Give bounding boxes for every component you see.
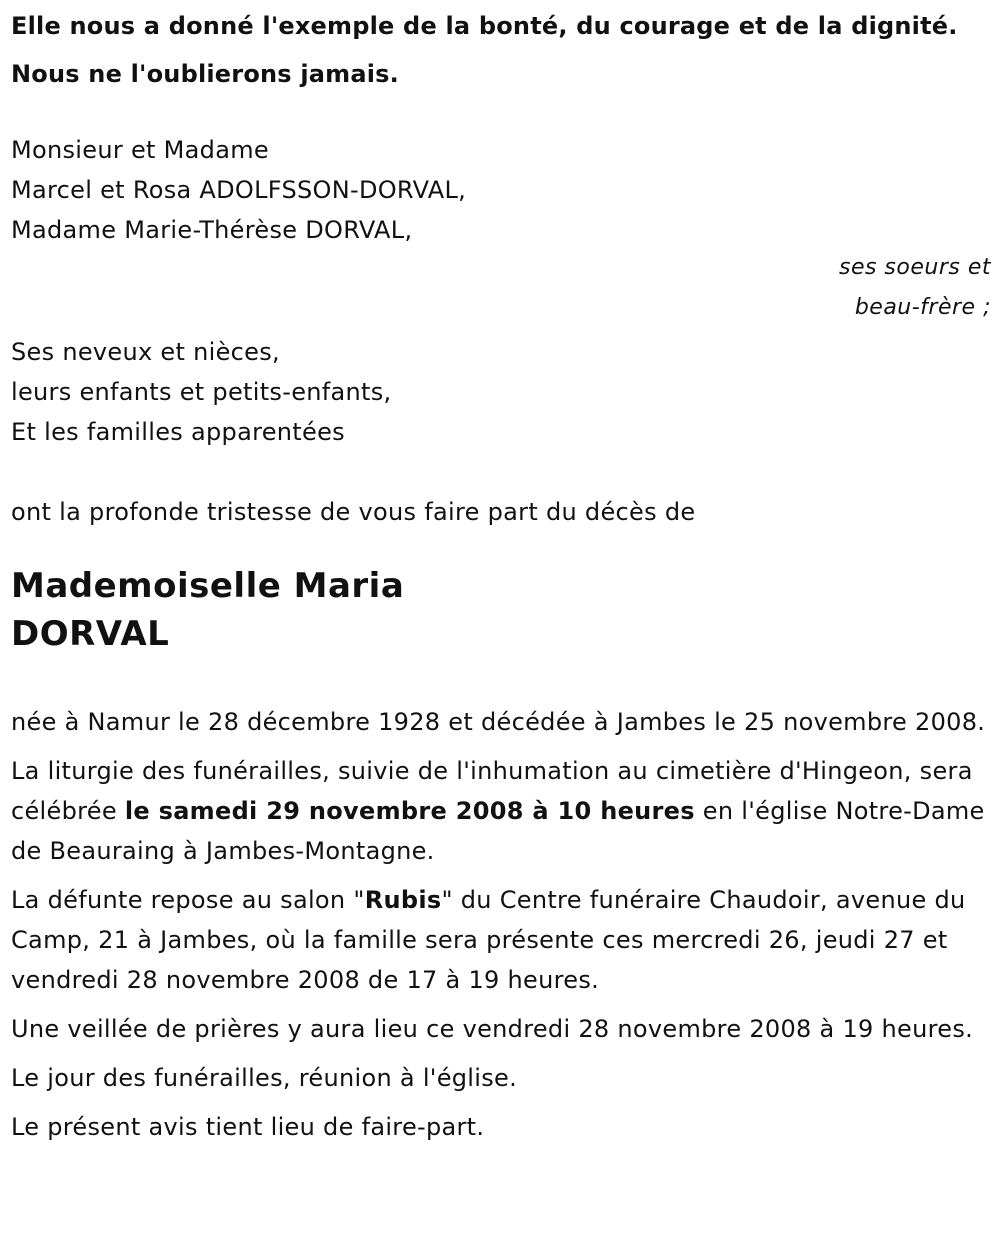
epigraph	[11, 2, 991, 98]
family-line-1: Monsieur et Madame	[11, 136, 269, 164]
details	[11, 702, 991, 1147]
epigraph-line-2: Nous ne l'oublierons jamais.	[11, 60, 399, 88]
family-relation	[11, 248, 991, 328]
family-names	[11, 130, 991, 250]
relation-line-2: beau-frère ;	[854, 295, 991, 320]
relation-line-1: ses soeurs et	[838, 255, 991, 280]
liturgy-text-end: en l'église Notre-Dame de Beauraing à Jambes-Montagne.	[11, 797, 985, 865]
salon-name: Rubis	[364, 886, 442, 914]
relatives	[11, 332, 991, 452]
birth-death-paragraph: née à Namur le 28 décembre 1928 et décédée à Jambes le 25 novembre 2008.	[11, 708, 986, 736]
family-line-2: Marcel et Rosa ADOLFSSON-DORVAL,	[11, 176, 467, 204]
notice-paragraph: Le présent avis tient lieu de faire-part.	[11, 1113, 485, 1141]
deceased-name	[11, 562, 991, 658]
announcement: ont la profonde tristesse de vous faire part du décès de	[11, 498, 696, 526]
liturgy-text-start: La liturgie des funérailles, suivie de l'inhumation au cimetière d'Hingeon, sera célébrée	[11, 757, 973, 825]
liturgy-date: le samedi 29 novembre 2008 à 10 heures	[124, 797, 695, 825]
obituary-notice	[11, 0, 991, 1156]
epigraph-line-1: Elle nous a donné l'exemple de la bonté, du courage et de la dignité.	[11, 12, 958, 40]
vigil-paragraph: Une veillée de prières y aura lieu ce vendredi 28 novembre 2008 à 19 heures.	[11, 1015, 974, 1043]
rest-text-end: " du Centre funéraire Chaudoir, avenue du Camp, 21 à Jambes, où la famille sera présente ces mercredi 26, jeudi 27 et vendredi 28 novembre 2008 de 17 à 19 heures.	[11, 886, 966, 994]
relatives-line-1: Ses neveux et nièces,	[11, 338, 280, 366]
family-line-3: Madame Marie-Thérèse DORVAL,	[11, 216, 413, 244]
relatives-line-2: leurs enfants et petits-enfants,	[11, 378, 392, 406]
relatives-line-3: Et les familles apparentées	[11, 418, 345, 446]
meeting-paragraph: Le jour des funérailles, réunion à l'église.	[11, 1064, 518, 1092]
rest-text-start: La défunte repose au salon "	[11, 886, 365, 914]
rest-paragraph	[11, 880, 991, 1000]
deceased-surname: DORVAL	[11, 614, 170, 654]
deceased-title-name: Mademoiselle Maria	[11, 566, 405, 606]
liturgy-paragraph	[11, 751, 991, 871]
